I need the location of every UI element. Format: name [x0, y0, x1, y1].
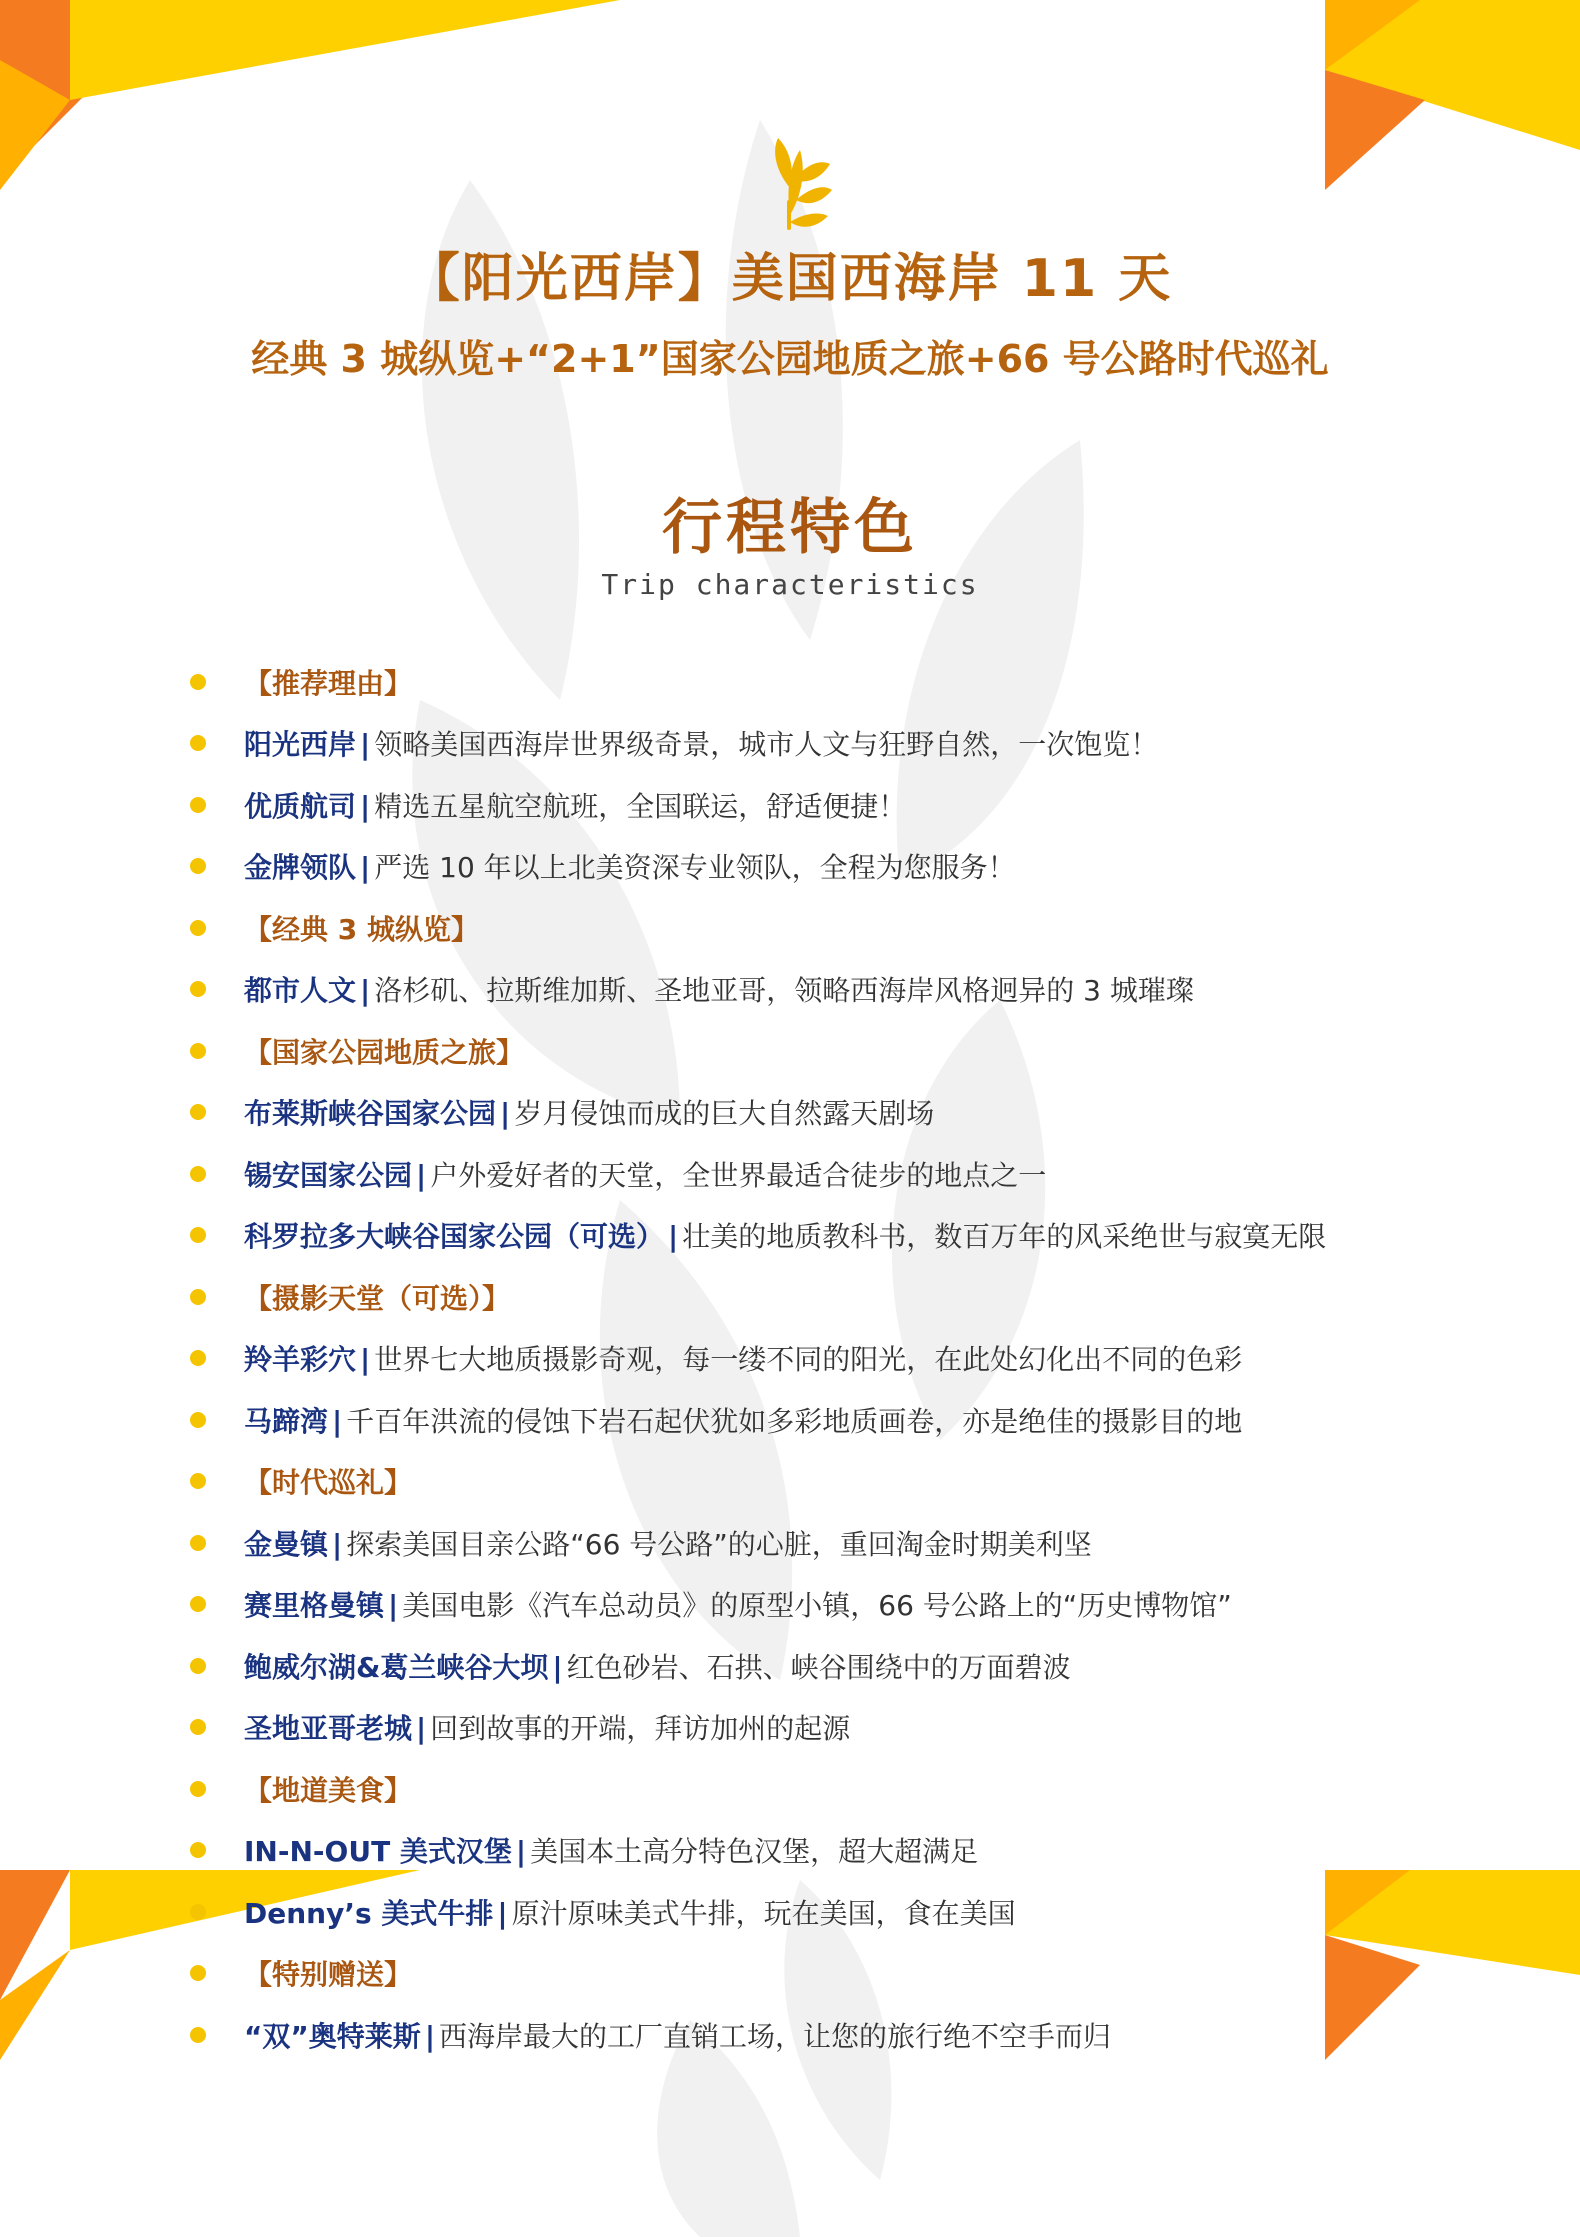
- bullet-icon: [190, 1104, 206, 1120]
- item-description: 回到故事的开端，拜访加州的起源: [430, 1712, 851, 1745]
- category-row: [0, 1943, 1580, 2004]
- item-description: 洛杉矶、拉斯维加斯、圣地亚哥，领略西海岸风格迥异的 3 城璀璨: [374, 974, 1194, 1007]
- bullet-icon: [190, 674, 206, 690]
- list-item: [0, 1635, 1580, 1696]
- category-label: 【经典 3 城纵览】: [244, 912, 479, 946]
- list-item: [0, 1881, 1580, 1942]
- item-description: 原汁原味美式牛排，玩在美国，食在美国: [511, 1896, 1016, 1930]
- list-item: [0, 959, 1580, 1020]
- category-row: [0, 651, 1580, 712]
- item-separator: |: [360, 974, 371, 1007]
- list-item: [0, 1389, 1580, 1450]
- list-item: [0, 1082, 1580, 1143]
- bullet-icon: [190, 1719, 206, 1735]
- category-label: 【时代巡礼】: [244, 1466, 413, 1499]
- item-description: 西海岸最大的工厂直销工场，让您的旅行绝不空手而归: [439, 2019, 1112, 2053]
- item-highlight: 优质航司: [244, 789, 357, 823]
- item-separator: |: [424, 2019, 436, 2053]
- item-highlight: 羚羊彩穴: [244, 1343, 357, 1376]
- bullet-icon: [190, 1289, 206, 1305]
- item-description: 探索美国目亲公路“66 号公路”的心脏，重回淘金时期美利坚: [346, 1527, 1092, 1561]
- category-row: [0, 1758, 1580, 1819]
- item-description: 领略美国西海岸世界级奇景，城市人文与狂野自然，一次饱览！: [374, 728, 1159, 761]
- section-subtitle: Trip characteristics: [601, 568, 979, 601]
- bullet-icon: [190, 981, 206, 997]
- item-separator: |: [668, 1220, 679, 1253]
- item-highlight: 都市人文: [244, 974, 357, 1007]
- item-highlight: IN-N-OUT 美式汉堡: [244, 1835, 512, 1868]
- bullet-icon: [190, 1166, 206, 1182]
- item-highlight: 金曼镇: [244, 1527, 329, 1561]
- item-separator: |: [360, 728, 371, 761]
- item-separator: |: [552, 1650, 563, 1684]
- bullet-icon: [190, 1965, 206, 1981]
- item-separator: |: [388, 1589, 399, 1622]
- category-row: [0, 897, 1580, 958]
- item-description: 精选五星航空航班，全国联运，舒适便捷！: [374, 789, 907, 823]
- category-label: 【地道美食】: [244, 1773, 413, 1807]
- list-item: [0, 1143, 1580, 1204]
- bullet-icon: [190, 1535, 206, 1551]
- item-separator: |: [360, 1343, 371, 1376]
- category-label: 【特别赠送】: [244, 1958, 413, 1991]
- item-separator: |: [497, 1896, 508, 1930]
- item-separator: |: [360, 851, 371, 884]
- item-description: 美国本土高分特色汉堡，超大超满足: [530, 1835, 979, 1868]
- item-separator: |: [515, 1835, 527, 1868]
- item-description: 严选 10 年以上北美资深专业领队，全程为您服务！: [374, 851, 1016, 884]
- item-description: 岁月侵蚀而成的巨大自然露天剧场: [514, 1097, 935, 1130]
- list-item: [0, 836, 1580, 897]
- bullet-icon: [190, 1904, 206, 1920]
- item-highlight: Denny’s 美式牛排: [244, 1896, 494, 1930]
- category-row: [0, 1020, 1580, 1081]
- item-highlight: 马蹄湾: [244, 1404, 329, 1438]
- bullet-icon: [190, 735, 206, 751]
- item-highlight: 布莱斯峡谷国家公园: [244, 1097, 497, 1130]
- item-highlight: 锡安国家公园: [244, 1158, 413, 1192]
- item-highlight: 阳光西岸: [244, 728, 357, 761]
- item-description: 红色砂岩、石拱、峡谷围绕中的万面碧波: [566, 1650, 1071, 1684]
- item-separator: |: [332, 1404, 343, 1438]
- item-separator: |: [332, 1527, 343, 1561]
- bullet-icon: [190, 1412, 206, 1428]
- bullet-icon: [190, 920, 206, 936]
- item-highlight: 金牌领队: [244, 851, 357, 884]
- item-highlight: 赛里格曼镇: [244, 1589, 385, 1622]
- bullet-icon: [190, 2027, 206, 2043]
- item-separator: |: [360, 789, 371, 823]
- list-item: [0, 1820, 1580, 1881]
- item-description: 千百年洪流的侵蚀下岩石起伏犹如多彩地质画卷，亦是绝佳的摄影目的地: [346, 1404, 1243, 1438]
- list-item: [0, 774, 1580, 835]
- bullet-icon: [190, 1781, 206, 1797]
- item-separator: |: [500, 1097, 511, 1130]
- category-row: [0, 1451, 1580, 1512]
- page-subtitle: 经典 3 城纵览+“2+1”国家公园地质之旅+66 号公路时代巡礼: [251, 337, 1329, 381]
- list-item: [0, 713, 1580, 774]
- list-item: [0, 1512, 1580, 1573]
- page-title: 【阳光西岸】美国西海岸 11 天: [407, 249, 1173, 309]
- section-title: 行程特色: [662, 493, 918, 563]
- list-item: [0, 1574, 1580, 1635]
- item-highlight: 鲍威尔湖&葛兰峡谷大坝: [244, 1650, 549, 1684]
- category-row: [0, 1266, 1580, 1327]
- bullet-icon: [190, 1473, 206, 1489]
- item-highlight: “双”奥特莱斯: [244, 2019, 421, 2053]
- category-label: 【国家公园地质之旅】: [244, 1035, 525, 1069]
- list-item: [0, 1205, 1580, 1266]
- bullet-icon: [190, 797, 206, 813]
- category-label: 【摄影天堂（可选）】: [244, 1281, 511, 1315]
- bullet-icon: [190, 1350, 206, 1366]
- bullet-icon: [190, 1842, 206, 1858]
- bullet-icon: [190, 1043, 206, 1059]
- item-separator: |: [416, 1158, 427, 1192]
- bullet-icon: [190, 858, 206, 874]
- list-item: [0, 1328, 1580, 1389]
- list-item: [0, 2004, 1580, 2065]
- item-separator: |: [416, 1712, 427, 1745]
- category-label: 【推荐理由】: [244, 666, 413, 700]
- item-highlight: 科罗拉多大峡谷国家公园（可选）: [244, 1220, 665, 1253]
- item-highlight: 圣地亚哥老城: [244, 1712, 413, 1745]
- item-description: 世界七大地质摄影奇观，每一缕不同的阳光，在此处幻化出不同的色彩: [374, 1343, 1243, 1376]
- list-item: [0, 1697, 1580, 1758]
- bullet-icon: [190, 1658, 206, 1674]
- item-description: 美国电影《汽车总动员》的原型小镇，66 号公路上的“历史博物馆”: [402, 1589, 1232, 1622]
- item-description: 户外爱好者的天堂，全世界最适合徒步的地点之一: [430, 1158, 1047, 1192]
- bullet-icon: [190, 1596, 206, 1612]
- item-description: 壮美的地质教科书，数百万年的风采绝世与寂寞无限: [682, 1220, 1327, 1253]
- bullet-icon: [190, 1227, 206, 1243]
